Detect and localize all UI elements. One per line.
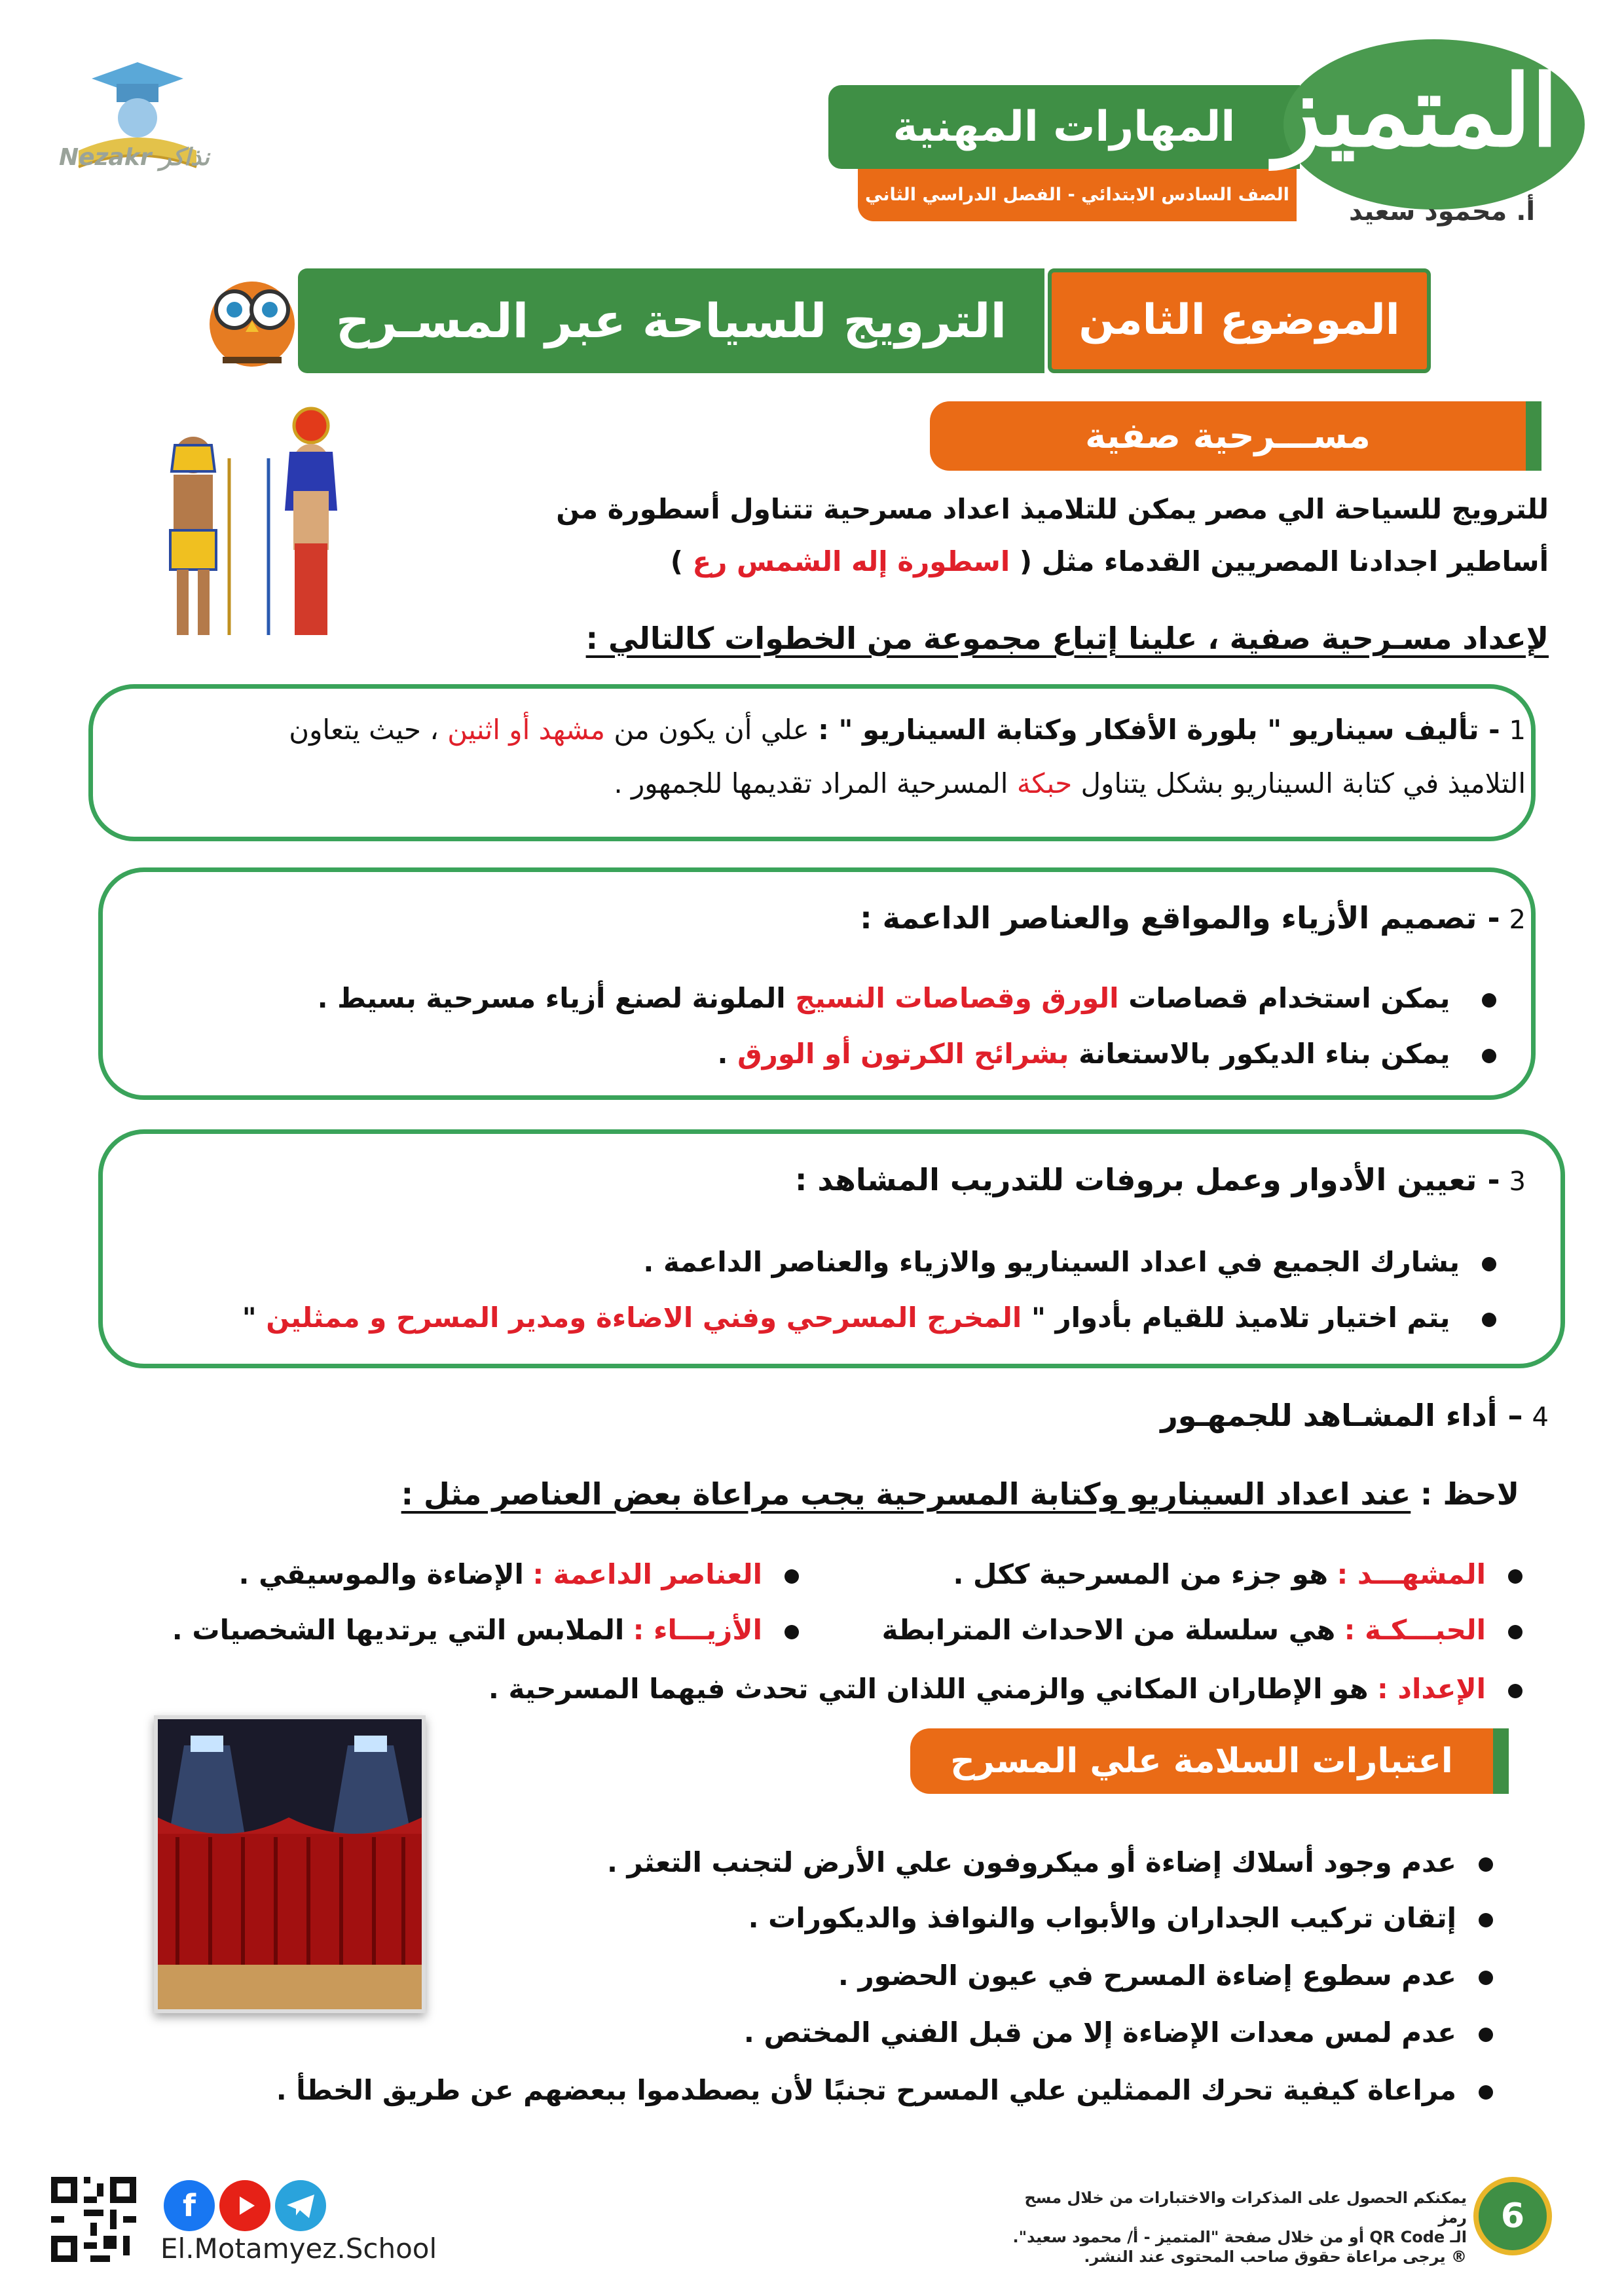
step-1-highlight-2: حبكة bbox=[1016, 767, 1073, 799]
bullet-icon bbox=[1482, 993, 1496, 1008]
subject-banner bbox=[828, 85, 1300, 169]
step-2-number: 2 bbox=[1509, 905, 1526, 935]
telegram-icon[interactable] bbox=[275, 2180, 326, 2231]
step-3-b2-pre: يتم اختيار تلاميذ للقيام بأدوار " bbox=[1031, 1302, 1450, 1334]
pharaoh-figures-image bbox=[138, 399, 373, 648]
facebook-icon[interactable]: f bbox=[164, 2180, 215, 2231]
bullet-icon bbox=[784, 1569, 799, 1584]
note-text: عند اعداد السيناريو وكتابة المسرحية يجب مراعاة بعض العناصر مثل : bbox=[401, 1476, 1411, 1512]
note-item-costumes bbox=[172, 1614, 799, 1647]
page-number: 6 bbox=[1473, 2177, 1552, 2255]
note-line bbox=[401, 1476, 1519, 1512]
step-2-b2-highlight: بشرائح الكرتون أو الورق bbox=[737, 1038, 1069, 1070]
bullet-icon bbox=[1508, 1684, 1522, 1698]
safety-text: عدم لمس معدات الإضاءة إلا من قبل الفني المختص . bbox=[743, 2016, 1456, 2049]
note-term: الحبـــكـة : bbox=[1344, 1614, 1486, 1646]
section-heading-safety bbox=[910, 1728, 1493, 1794]
step-4-number: 4 bbox=[1532, 1402, 1549, 1432]
step-4-title: – أداء المشـاهد للجمهـور bbox=[1160, 1398, 1523, 1433]
safety-text: عدم وجود أسلاك إضاءة أو ميكروفون علي الأرض لتجنب التعثر . bbox=[606, 1846, 1456, 1878]
topic-title: الترويج للسياحة عبر المسـرح bbox=[335, 293, 1007, 348]
bullet-icon bbox=[784, 1625, 799, 1639]
note-item-setting bbox=[489, 1673, 1522, 1705]
footer-note-line-1: يمكنكم الحصول على المذكرات والاختبارات من خلال مسح رمز bbox=[1024, 2189, 1467, 2227]
logo-title: المتميز bbox=[1274, 54, 1559, 169]
author-name: أ. محمود سعيد bbox=[1349, 196, 1536, 227]
bullet-icon bbox=[1508, 1569, 1522, 1584]
note-def: هي سلسلة من الاحداث المترابطة bbox=[881, 1614, 1336, 1646]
step-2-b1-pre: يمكن استخدام قصاصات bbox=[1128, 982, 1450, 1014]
footer-note bbox=[995, 2188, 1467, 2267]
step-3-title: - تعيين الأدوار وعمل بروفات للتدريب المشاهد : bbox=[795, 1162, 1500, 1197]
note-def: الملابس التي يرتديها الشخصيات . bbox=[172, 1614, 625, 1646]
step-3-bullet-2 bbox=[242, 1302, 1496, 1334]
step-3-title-line bbox=[795, 1162, 1526, 1198]
brand-logo-text: Nezakr نذاكر bbox=[59, 144, 210, 171]
step-2-b2-pre: يمكن بناء الديكور بالاستعانة bbox=[1079, 1038, 1450, 1070]
step-2-bullet-2 bbox=[718, 1038, 1496, 1070]
youtube-icon[interactable] bbox=[219, 2180, 270, 2231]
note-term: العناصر الداعمة : bbox=[532, 1558, 762, 1590]
step-3-b1: يشارك الجميع في اعداد السيناريو والازياء والعناصر الداعمة . bbox=[643, 1246, 1460, 1278]
safety-text: إتقان تركيب الجداران والأبواب والنوافذ والديكورات . bbox=[748, 1902, 1456, 1934]
heading-accent bbox=[1493, 1728, 1509, 1794]
step-1-text-b: ، حيث يتعاون bbox=[289, 714, 439, 746]
step-1-line-2-pre: التلاميذ في كتابة السيناريو بشكل يتناول bbox=[1080, 767, 1526, 799]
safety-item-1 bbox=[607, 1846, 1493, 1879]
bullet-icon bbox=[1482, 1313, 1496, 1327]
heading-accent bbox=[1526, 401, 1541, 471]
nezakr-logo bbox=[52, 52, 236, 196]
step-3-number: 3 bbox=[1509, 1167, 1526, 1197]
step-1-box bbox=[88, 684, 1536, 841]
section-heading-text: مســـرحية صفية bbox=[1085, 415, 1371, 456]
topic-label-box bbox=[1048, 268, 1431, 373]
theater-stage-image bbox=[154, 1715, 426, 2013]
safety-item-2 bbox=[748, 1902, 1493, 1935]
step-3-b2-highlight: المخرج المسرحي وفني الاضاءة ومدير المسرح و ممثلين bbox=[266, 1302, 1022, 1334]
bullet-icon bbox=[1479, 1971, 1493, 1985]
intro-line-2 bbox=[671, 545, 1549, 579]
step-1-line-1 bbox=[289, 714, 1526, 746]
subject-title: المهارات المهنية bbox=[893, 103, 1236, 151]
topic-label: الموضوع الثامن bbox=[1079, 296, 1400, 344]
step-2-title: - تصميم الأزياء والمواقع والعناصر الداعمة : bbox=[860, 900, 1500, 936]
intro-line-2-start: أساطير اجدادنا المصريين القدماء مثل ( bbox=[1019, 545, 1549, 577]
step-4-line bbox=[1160, 1398, 1549, 1434]
topic-title-bar bbox=[298, 268, 1044, 373]
step-1-title: - تأليف سيناريو " بلورة الأفكار وكتابة السيناريو " : bbox=[818, 714, 1500, 746]
step-3-b2-post: " bbox=[242, 1302, 257, 1334]
step-1-number: 1 bbox=[1509, 716, 1526, 746]
step-2-b1-highlight: الورق وقصاصات النسيج bbox=[795, 982, 1119, 1014]
grade-banner bbox=[858, 169, 1297, 221]
safety-heading-text: اعتبارات السلامة علي المسرح bbox=[950, 1741, 1453, 1781]
step-1-line-2 bbox=[614, 767, 1526, 800]
safety-text: مراعاة كيفية تحرك الممثلين علي المسرح تجنبًا لأن يصطدموا ببعضهم عن طريق الخطأ . bbox=[276, 2074, 1456, 2106]
step-2-title-line bbox=[860, 900, 1526, 936]
note-def: هو جزء من المسرحية ككل . bbox=[953, 1558, 1329, 1590]
grade-text: الصف السادس الابتدائي - الفصل الدراسي الثاني bbox=[865, 185, 1289, 205]
note-term: الإعداد : bbox=[1377, 1673, 1486, 1705]
note-label: لاحظ : bbox=[1420, 1476, 1519, 1512]
bullet-icon bbox=[1482, 1257, 1496, 1271]
step-1-line-2-post: المسرحية المراد تقديمها للجمهور . bbox=[614, 767, 1008, 799]
bullet-icon bbox=[1479, 2085, 1493, 2100]
step-2-b1-post: الملونة لصنع أزياء مسرحية بسيط . bbox=[317, 982, 786, 1014]
footer-note-line-3: ® يرجى مراعاة حقوق صاحب المحتوى عند النشر. bbox=[1084, 2248, 1467, 2266]
steps-title: لإعداد مسـرحية صفية ، علينا إتباع مجموعة من الخطوات كالتالي : bbox=[585, 621, 1549, 656]
section-heading-class-play bbox=[930, 401, 1526, 471]
note-item-supporting-elements bbox=[239, 1558, 799, 1591]
qr-code-icon[interactable] bbox=[51, 2177, 136, 2262]
note-def: الإضاءة والموسيقي . bbox=[238, 1558, 524, 1590]
bullet-icon bbox=[1479, 2028, 1493, 2042]
step-3-bullet-1 bbox=[643, 1246, 1496, 1279]
safety-text: عدم سطوع إضاءة المسرح في عيون الحضور . bbox=[838, 1959, 1456, 1992]
step-2-bullet-1 bbox=[318, 982, 1496, 1015]
bullet-icon bbox=[1479, 1913, 1493, 1927]
note-item-scene bbox=[953, 1558, 1522, 1591]
note-item-plot bbox=[882, 1614, 1522, 1647]
bullet-icon bbox=[1508, 1625, 1522, 1639]
step-2-b2-post: . bbox=[717, 1038, 728, 1070]
note-def: هو الإطاران المكاني والزمني اللذان التي تحدث فيهما المسرحية . bbox=[488, 1673, 1369, 1705]
school-handle[interactable]: El.Motamyez.School bbox=[160, 2232, 437, 2265]
footer-note-line-2: الـ QR Code أو من خلال صفحة "المتميز - أ/ محمود سعيد". bbox=[1012, 2228, 1467, 2246]
step-1-text-a: علي أن يكون من bbox=[614, 714, 809, 746]
bullet-icon bbox=[1479, 1857, 1493, 1872]
intro-line-2-end: ) bbox=[670, 545, 683, 577]
owl-icon bbox=[196, 259, 308, 370]
safety-item-4 bbox=[744, 2016, 1493, 2049]
intro-highlight: اسطورة إله الشمس رع bbox=[692, 545, 1010, 577]
step-1-highlight-1: مشهد أو اثنين bbox=[447, 714, 605, 746]
note-term: الأزيـــاء : bbox=[633, 1614, 762, 1646]
safety-item-5 bbox=[276, 2074, 1493, 2107]
bullet-icon bbox=[1482, 1049, 1496, 1063]
note-term: المشهـــد : bbox=[1337, 1558, 1486, 1590]
intro-line-1: للترويج للسياحة الي مصر يمكن للتلاميذ اعداد مسرحية تتناول أسطورة من bbox=[556, 493, 1549, 525]
safety-item-3 bbox=[838, 1959, 1493, 1992]
